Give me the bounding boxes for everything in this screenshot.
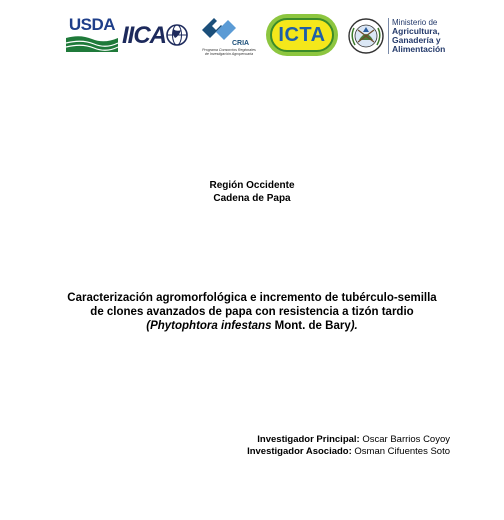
coat-of-arms-icon (346, 14, 386, 58)
associate-label: Investigador Asociado: (247, 446, 352, 457)
icta-logo (266, 14, 338, 56)
ministerio-logo (346, 14, 456, 60)
principal-investigator (247, 434, 450, 446)
usda-logo (66, 16, 118, 54)
principal-name: Oscar Barrios Coyoy (359, 434, 450, 445)
principal-label: Investigador Principal: (257, 434, 360, 445)
logo-divider (388, 18, 389, 54)
logos-bar (0, 0, 504, 70)
title-author: Mont. de Bary (271, 320, 351, 332)
usda-hills-icon (66, 34, 118, 52)
cria-emblem-icon (198, 16, 238, 42)
associate-name: Osman Cifuentes Soto (351, 446, 450, 457)
region-name: Región Occidente (209, 180, 295, 191)
iica-logo (122, 22, 188, 52)
title-end: ). (350, 320, 358, 332)
globe-icon (166, 24, 188, 46)
usda-logo-text: USDA (68, 15, 116, 34)
iica-logo-text: IICA (122, 22, 166, 49)
cria-logo-subtitle: Programa Consorcios Regionales de Investigación Agropecuaria (202, 48, 256, 57)
ministerio-line-2: Agricultura, (392, 26, 440, 36)
region-header (0, 179, 504, 205)
cria-logo (196, 16, 256, 62)
title-text: Caracterización agromorfológica e incremento de tubérculo-semilla de clones avanzados de papa con resistencia a tizón tardio (67, 292, 437, 318)
icta-logo-text: ICTA (278, 24, 326, 46)
cria-logo-name: CRIA (232, 40, 250, 47)
investigators-block (247, 434, 450, 458)
title-species: (Phytophtora infestans (146, 320, 272, 332)
ministerio-line-3: Ganadería y (392, 35, 441, 45)
ministerio-line-1: Ministerio de (392, 18, 438, 27)
document-title (60, 291, 444, 333)
ministerio-line-4: Alimentación (392, 44, 446, 54)
chain-name: Cadena de Papa (213, 193, 291, 204)
associate-investigator (247, 446, 450, 458)
